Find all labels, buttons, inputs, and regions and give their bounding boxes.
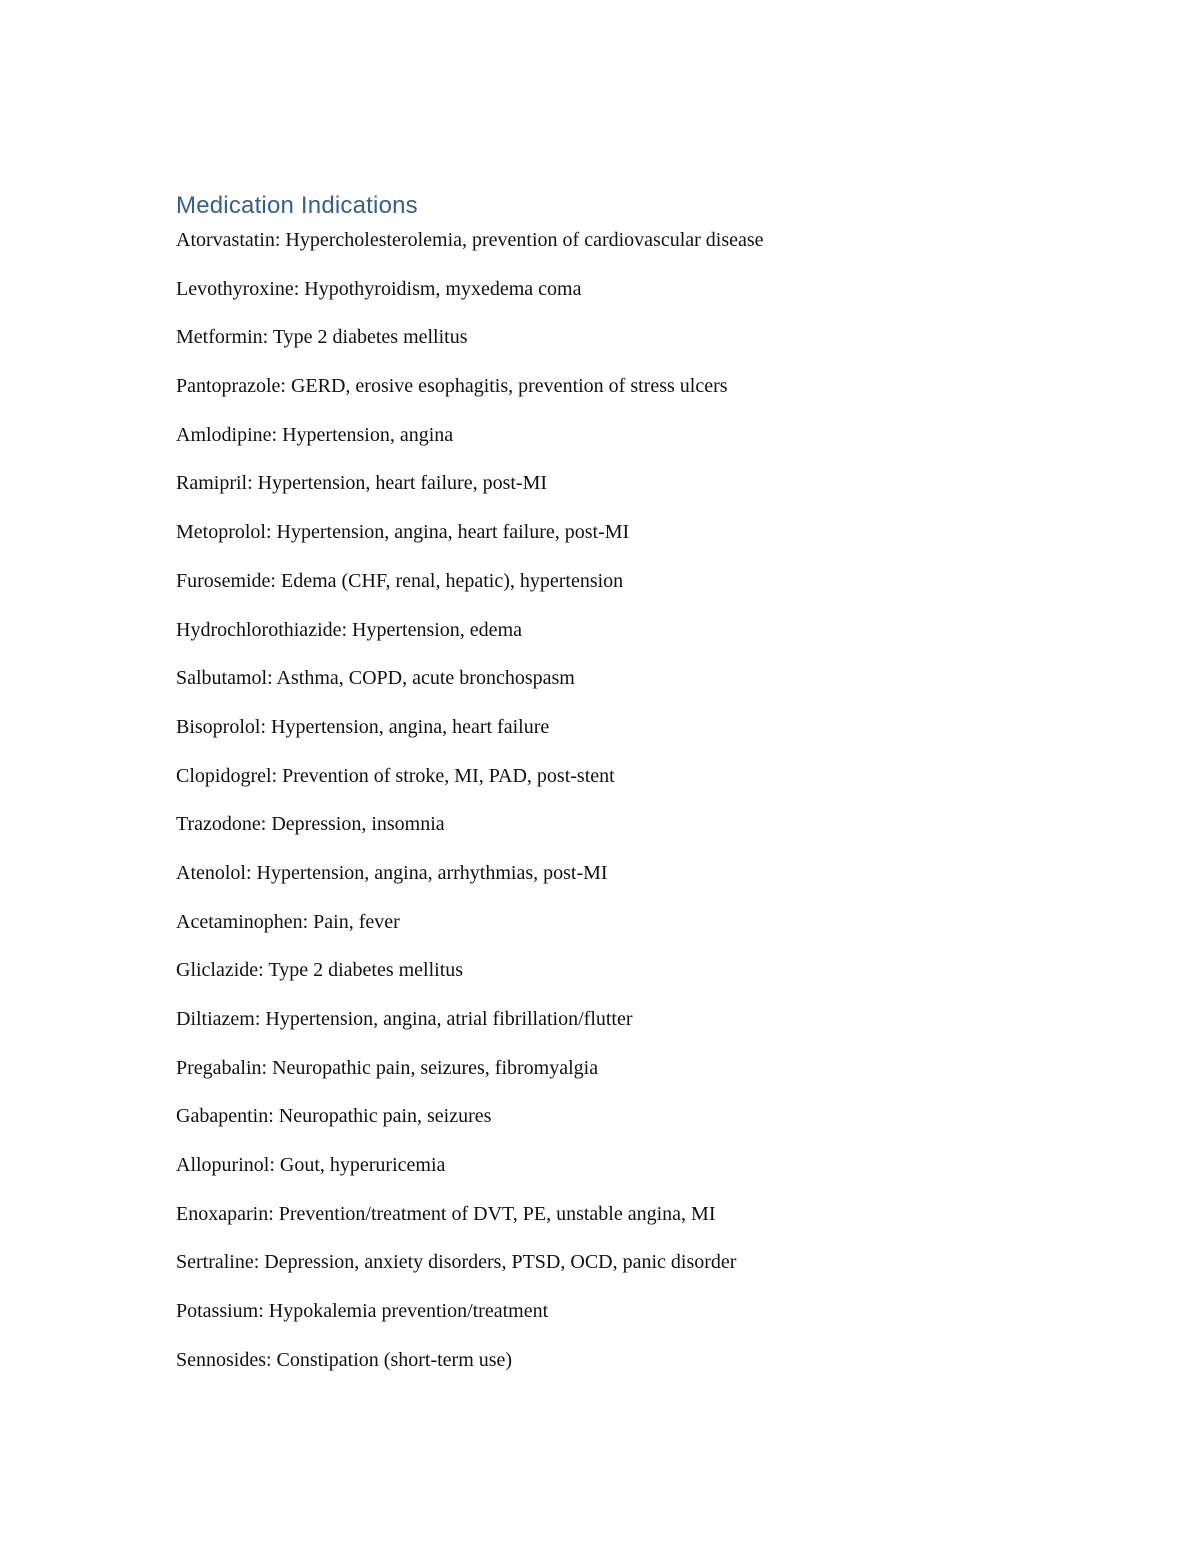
list-item: Levothyroxine: Hypothyroidism, myxedema coma — [176, 277, 582, 300]
medication-list — [176, 226, 1076, 1395]
list-item: Potassium: Hypokalemia prevention/treatment — [176, 1300, 549, 1323]
list-item: Trazodone: Depression, insomnia — [176, 813, 445, 836]
list-item: Hydrochlorothiazide: Hypertension, edema — [176, 618, 522, 641]
list-item: Gliclazide: Type 2 diabetes mellitus — [176, 959, 464, 982]
list-item: Atenolol: Hypertension, angina, arrhythmias, post-MI — [176, 861, 608, 884]
list-item: Clopidogrel: Prevention of stroke, MI, PAD, post-stent — [176, 764, 615, 787]
list-item: Sertraline: Depression, anxiety disorders, PTSD, OCD, panic disorder — [176, 1251, 737, 1274]
list-item: Enoxaparin: Prevention/treatment of DVT, PE, unstable angina, MI — [176, 1202, 716, 1225]
list-item: Acetaminophen: Pain, fever — [176, 910, 400, 933]
list-item: Pantoprazole: GERD, erosive esophagitis, prevention of stress ulcers — [176, 375, 728, 398]
list-item: Atorvastatin: Hypercholesterolemia, prevention of cardiovascular disease — [176, 229, 764, 251]
page-title: Medication Indications — [176, 192, 418, 219]
list-item: Amlodipine: Hypertension, angina — [176, 423, 454, 446]
list-item: Allopurinol: Gout, hyperuricemia — [176, 1154, 446, 1177]
list-item: Gabapentin: Neuropathic pain, seizures — [176, 1105, 492, 1128]
list-item: Metformin: Type 2 diabetes mellitus — [176, 326, 468, 349]
list-item: Pregabalin: Neuropathic pain, seizures, fibromyalgia — [176, 1056, 599, 1079]
list-item: Ramipril: Hypertension, heart failure, post-MI — [176, 472, 548, 495]
list-item: Bisoprolol: Hypertension, angina, heart failure — [176, 715, 550, 738]
list-item: Metoprolol: Hypertension, angina, heart failure, post-MI — [176, 521, 630, 544]
list-item: Diltiazem: Hypertension, angina, atrial fibrillation/flutter — [176, 1008, 633, 1030]
list-item: Salbutamol: Asthma, COPD, acute bronchospasm — [176, 667, 575, 690]
list-item: Furosemide: Edema (CHF, renal, hepatic), hypertension — [176, 569, 624, 592]
list-item: Sennosides: Constipation (short-term use) — [176, 1348, 513, 1371]
